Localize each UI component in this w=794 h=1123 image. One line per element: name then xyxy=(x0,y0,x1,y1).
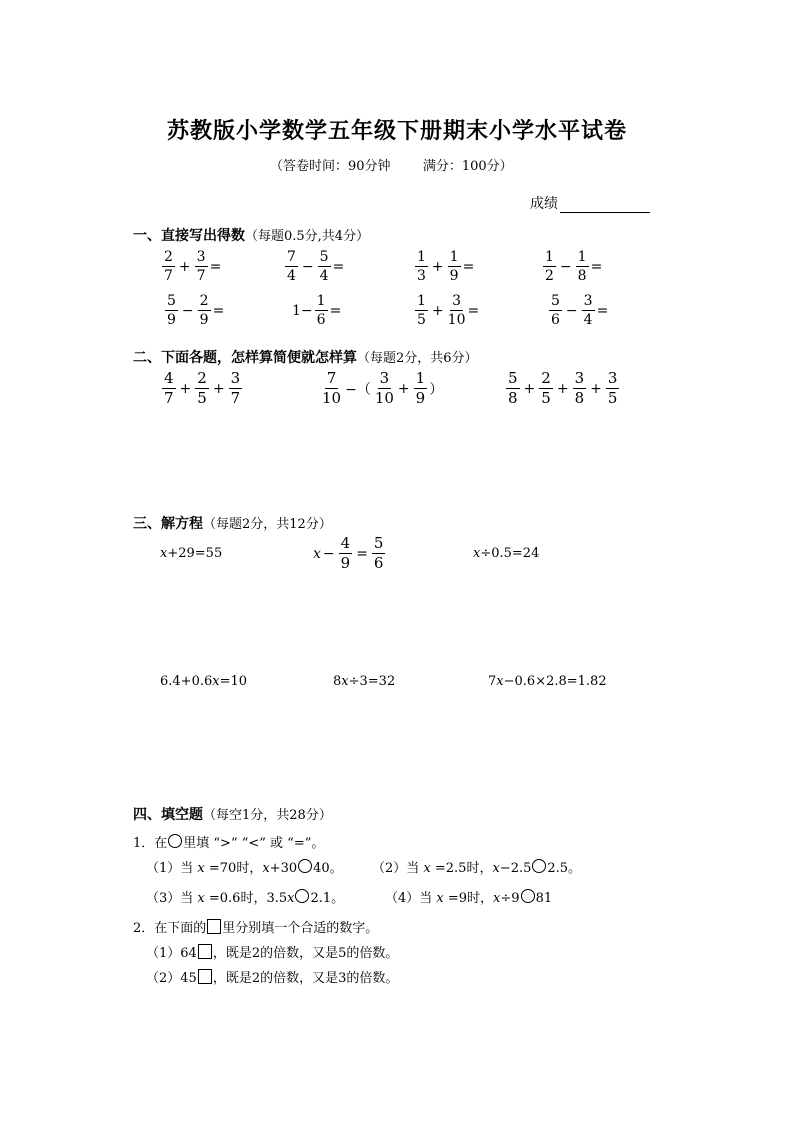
s3-equation-2 xyxy=(313,536,387,571)
fraction-numerator: 1 xyxy=(545,249,554,265)
s1-item-7 xyxy=(413,294,479,327)
math-text: x xyxy=(212,674,220,689)
fraction-numerator: 1 xyxy=(449,249,459,265)
section4-note: （每空1分，共28分） xyxy=(203,808,332,823)
math-text: = xyxy=(467,302,480,319)
fraction-numerator: 5 xyxy=(319,249,329,265)
fraction-denominator: 9 xyxy=(449,268,459,284)
math-text: （3）当 xyxy=(146,891,198,906)
q1-intro xyxy=(133,832,324,851)
math-text: − xyxy=(301,258,314,275)
fraction xyxy=(506,371,520,406)
answer-circle[interactable] xyxy=(532,859,546,873)
score-label: 成绩 xyxy=(530,196,558,212)
fraction-numerator: 2 xyxy=(197,369,207,387)
s1-item-2 xyxy=(283,250,344,283)
section1-heading-row xyxy=(133,225,369,245)
fraction xyxy=(195,371,209,406)
fraction xyxy=(543,250,556,283)
math-text: = xyxy=(332,258,345,275)
s1-item-3 xyxy=(413,250,474,283)
math-text: −（ xyxy=(345,381,371,398)
s3-equation-3 xyxy=(473,546,539,561)
math-text: 里分别填一个合适的数字。 xyxy=(222,921,379,936)
fraction-denominator: 10 xyxy=(322,389,342,407)
fraction xyxy=(162,371,176,406)
fraction-numerator: 5 xyxy=(167,293,176,309)
math-text: x xyxy=(473,546,481,561)
fraction-denominator: 6 xyxy=(316,312,326,328)
s3-equation-4 xyxy=(160,674,247,689)
math-text: x xyxy=(262,861,270,876)
fraction-denominator: 4 xyxy=(319,268,329,284)
fraction-denominator: 4 xyxy=(583,312,593,328)
fraction xyxy=(448,250,461,283)
math-text: x xyxy=(160,546,168,561)
fraction-numerator: 7 xyxy=(326,369,337,387)
math-text: ，既是2的倍数，又是3的倍数。 xyxy=(212,971,399,986)
math-text: = xyxy=(590,258,603,275)
math-text: x xyxy=(197,891,205,906)
section2-heading-row xyxy=(133,347,478,367)
fraction xyxy=(549,294,562,327)
math-text: −0.6×2.8=1.82 xyxy=(503,674,607,689)
section1-note: （每题0.5分,共4分） xyxy=(245,229,370,244)
fraction-denominator: 6 xyxy=(373,554,384,572)
fraction xyxy=(415,294,428,327)
s3-equation-6 xyxy=(488,674,607,689)
fraction-numerator: 3 xyxy=(583,293,593,309)
section4-heading: 四、填空题 xyxy=(133,807,203,823)
math-text: = xyxy=(209,258,222,275)
math-text: −2.5 xyxy=(499,861,532,876)
fraction-numerator: 1 xyxy=(417,249,426,265)
section2-note: （每题2分，共6分） xyxy=(357,351,478,366)
math-text: + xyxy=(431,258,444,275)
fraction xyxy=(339,536,353,571)
section3-note: （每题2分，共12分） xyxy=(203,517,332,532)
math-text: ÷3=32 xyxy=(348,674,396,689)
fraction-denominator: 6 xyxy=(551,312,560,328)
answer-box[interactable] xyxy=(198,944,212,959)
fraction-denominator: 5 xyxy=(197,389,207,407)
fraction-denominator: 7 xyxy=(230,389,241,407)
fraction xyxy=(415,250,428,283)
section4-heading-row xyxy=(133,804,332,824)
q2-part-2 xyxy=(146,967,398,986)
math-text: =0.6时，3.5 xyxy=(204,891,288,906)
fraction-numerator: 2 xyxy=(164,249,173,265)
math-text: 里填 “>” “<” 或 “=”。 xyxy=(183,836,325,851)
s2-problem-3 xyxy=(504,371,621,406)
fraction-numerator: 3 xyxy=(452,293,462,309)
fraction-denominator: 7 xyxy=(196,268,206,284)
math-text: + xyxy=(590,380,602,397)
fraction-denominator: 4 xyxy=(287,268,296,284)
math-text: =70时， xyxy=(204,861,263,876)
section3-heading-row xyxy=(133,513,332,533)
fraction-numerator: 1 xyxy=(316,293,326,309)
math-text: 1．在 xyxy=(133,836,168,851)
math-text: ，既是2的倍数，又是5的倍数。 xyxy=(212,946,399,961)
fraction-denominator: 10 xyxy=(447,312,466,328)
math-text: 81 xyxy=(535,891,553,906)
math-text: 2.5。 xyxy=(547,861,582,876)
exam-time: （答卷时间：90分钟 xyxy=(270,159,391,174)
fraction-denominator: 9 xyxy=(167,312,176,328)
math-text: + xyxy=(212,380,225,397)
fraction-numerator: 4 xyxy=(340,534,351,552)
math-text: （1）64 xyxy=(146,946,197,961)
fraction-numerator: 2 xyxy=(199,293,209,309)
fraction-numerator: 7 xyxy=(287,249,296,265)
math-text: + xyxy=(431,302,444,319)
math-text: =2.5时， xyxy=(430,861,493,876)
section1-heading: 一、直接写出得数 xyxy=(133,228,245,244)
fraction xyxy=(582,294,595,327)
s3-equation-1 xyxy=(160,546,222,561)
fraction-denominator: 7 xyxy=(164,389,174,407)
exam-full-score: 满分：100分） xyxy=(422,159,513,174)
fraction-numerator: 3 xyxy=(230,369,241,387)
math-text: = xyxy=(329,302,342,319)
q2-intro xyxy=(133,917,378,936)
math-text: =10 xyxy=(219,674,248,689)
fraction-numerator: 5 xyxy=(373,534,384,552)
math-text: x xyxy=(197,861,205,876)
section3-heading: 三、解方程 xyxy=(133,516,203,532)
q2-part-1 xyxy=(146,942,398,961)
fraction xyxy=(229,371,243,406)
fraction-numerator: 1 xyxy=(417,293,426,309)
fraction-numerator: 1 xyxy=(577,249,587,265)
math-text: = xyxy=(596,302,609,319)
math-text: = xyxy=(212,302,225,319)
s2-problem-1 xyxy=(160,371,244,406)
math-text: 1− xyxy=(292,302,313,319)
q1-part-3 xyxy=(146,887,344,906)
s2-problem-2 xyxy=(320,371,443,406)
math-text: +29=55 xyxy=(167,546,223,561)
math-text: 6.4+0.6 xyxy=(160,674,213,689)
s3-equation-5 xyxy=(333,674,395,689)
math-text: + xyxy=(178,258,191,275)
fraction xyxy=(606,371,620,406)
fraction-denominator: 9 xyxy=(340,554,351,572)
fraction-numerator: 5 xyxy=(551,293,560,309)
fraction xyxy=(576,250,589,283)
fraction xyxy=(375,371,394,406)
math-text: − xyxy=(322,545,335,562)
fraction-numerator: 1 xyxy=(415,369,426,387)
fraction xyxy=(573,371,587,406)
fraction-denominator: 8 xyxy=(508,389,518,407)
math-text: 2．在下面的 xyxy=(133,921,207,936)
math-text: x xyxy=(493,891,501,906)
fraction xyxy=(165,294,178,327)
fraction-numerator: 3 xyxy=(574,369,585,387)
math-text: 8 xyxy=(333,674,342,689)
s1-item-5 xyxy=(163,294,224,327)
math-text: 7 xyxy=(488,674,497,689)
fraction xyxy=(414,371,428,406)
answer-circle[interactable] xyxy=(295,889,309,903)
math-text: + xyxy=(523,380,536,397)
math-text: ÷0.5=24 xyxy=(480,546,540,561)
math-text: − xyxy=(559,258,572,275)
fraction xyxy=(318,250,331,283)
math-text: x xyxy=(287,891,295,906)
math-text: （1）当 xyxy=(146,861,198,876)
fraction-denominator: 5 xyxy=(417,312,426,328)
math-text: − xyxy=(565,302,578,319)
fraction xyxy=(195,250,208,283)
fraction xyxy=(372,536,386,571)
math-text: = xyxy=(356,545,368,562)
math-text: ÷9 xyxy=(500,891,520,906)
q1-part-2 xyxy=(372,857,581,876)
s1-item-4 xyxy=(541,250,602,283)
fraction-denominator: 5 xyxy=(607,389,618,407)
fraction xyxy=(285,250,298,283)
math-text: + xyxy=(179,380,192,397)
fraction-denominator: 9 xyxy=(199,312,209,328)
q1-part-1 xyxy=(146,857,343,876)
fraction-denominator: 8 xyxy=(574,389,585,407)
fraction-numerator: 4 xyxy=(164,369,174,387)
math-text: + xyxy=(556,380,569,397)
fraction-denominator: 7 xyxy=(164,268,173,284)
fraction-denominator: 9 xyxy=(415,389,426,407)
math-text: x xyxy=(341,674,349,689)
math-text: + xyxy=(397,380,410,397)
math-text: x xyxy=(496,674,504,689)
q1-part-4 xyxy=(385,887,552,906)
math-text: x xyxy=(492,861,500,876)
fraction xyxy=(315,294,328,327)
answer-circle[interactable] xyxy=(298,859,312,873)
math-text: − xyxy=(181,302,194,319)
fraction xyxy=(322,371,341,406)
fraction xyxy=(448,294,466,327)
math-text: =9时， xyxy=(443,891,494,906)
math-text: +30 xyxy=(269,861,298,876)
fraction xyxy=(539,371,553,406)
fraction-denominator: 3 xyxy=(417,268,426,284)
math-text: 40。 xyxy=(313,861,343,876)
s1-item-8 xyxy=(547,294,608,327)
math-text: x xyxy=(423,861,431,876)
fraction-numerator: 3 xyxy=(379,369,390,387)
s1-item-1 xyxy=(160,250,221,283)
math-text: （2）当 xyxy=(372,861,424,876)
math-text: = xyxy=(462,258,475,275)
fraction xyxy=(198,294,211,327)
math-text: ） xyxy=(429,381,444,398)
math-text: x xyxy=(313,545,321,562)
fraction-numerator: 2 xyxy=(541,369,551,387)
circle-symbol-icon xyxy=(168,834,182,848)
fraction-denominator: 8 xyxy=(577,268,587,284)
s1-item-6 xyxy=(292,294,341,327)
fraction-denominator: 5 xyxy=(541,389,551,407)
score-blank[interactable] xyxy=(560,198,650,213)
exam-subtitle xyxy=(270,155,513,174)
fraction-numerator: 3 xyxy=(196,249,206,265)
score-field xyxy=(530,193,650,213)
fraction-numerator: 3 xyxy=(607,369,618,387)
math-text: （2）45 xyxy=(146,971,197,986)
answer-box[interactable] xyxy=(198,969,212,984)
math-text: （4）当 xyxy=(385,891,437,906)
math-text: x xyxy=(436,891,444,906)
math-text: 2.1。 xyxy=(310,891,345,906)
fraction-denominator: 10 xyxy=(374,389,394,407)
page-title: 苏教版小学数学五年级下册期末小学水平试卷 xyxy=(166,118,627,144)
fraction-denominator: 2 xyxy=(545,268,554,284)
answer-circle[interactable] xyxy=(521,889,535,903)
fraction xyxy=(162,250,175,283)
fraction-numerator: 5 xyxy=(508,369,518,387)
section2-heading: 二、下面各题，怎样算简便就怎样算 xyxy=(133,350,357,366)
square-symbol-icon xyxy=(207,919,221,934)
